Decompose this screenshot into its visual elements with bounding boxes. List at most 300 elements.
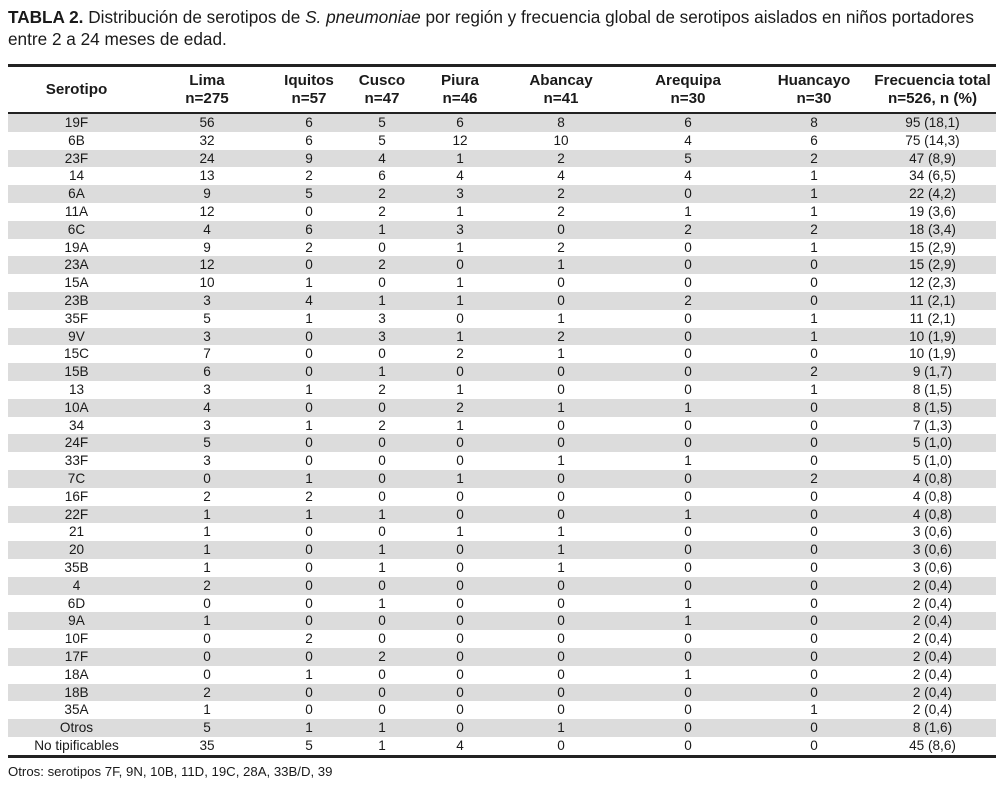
value-cell-lima: 0 [203, 470, 211, 486]
value-cell-piura: 12 [452, 132, 468, 148]
value-cell-iquitos: 0 [305, 542, 313, 558]
value-cell-abancay: 0 [557, 595, 565, 611]
value-cell-abancay: 0 [557, 737, 565, 753]
value-cell-iquitos: 0 [305, 702, 313, 718]
value-cell-cusco: 0 [378, 631, 386, 647]
value-cell-huancayo: 1 [810, 186, 818, 202]
value-cell-cusco: 0 [378, 453, 386, 469]
value-cell-cusco: 2 [378, 381, 386, 397]
value-cell-arequipa: 0 [684, 257, 692, 273]
serotype-cell: 23B [64, 292, 89, 308]
value-cell-iquitos: 9 [305, 150, 313, 166]
value-cell-huancayo: 0 [810, 613, 818, 629]
value-cell-abancay: 0 [557, 470, 565, 486]
value-cell-frecuencia-total: 5 (1,0) [912, 453, 953, 469]
value-cell-huancayo: 0 [810, 292, 818, 308]
table-row [8, 612, 996, 630]
value-cell-lima: 2 [203, 488, 211, 504]
value-cell-frecuencia-total: 8 (1,5) [912, 399, 953, 415]
value-cell-lima: 1 [203, 559, 211, 575]
column-header-title: Arequipa [655, 71, 721, 89]
value-cell-abancay: 4 [557, 168, 565, 184]
table-bottom-rule [8, 755, 996, 758]
value-cell-cusco: 1 [378, 542, 386, 558]
table-row [8, 719, 996, 737]
column-header-subtitle: n=275 [185, 89, 229, 107]
table-row [8, 506, 996, 524]
table-row [8, 488, 996, 506]
value-cell-arequipa: 0 [684, 702, 692, 718]
value-cell-lima: 1 [203, 613, 211, 629]
value-cell-lima: 35 [199, 737, 215, 753]
value-cell-iquitos: 1 [305, 417, 313, 433]
value-cell-huancayo: 0 [810, 506, 818, 522]
value-cell-iquitos: 0 [305, 399, 313, 415]
value-cell-arequipa: 0 [684, 346, 692, 362]
column-header-frecuencia-total [869, 72, 996, 108]
value-cell-lima: 24 [199, 150, 215, 166]
value-cell-cusco: 0 [378, 666, 386, 682]
table-row [8, 417, 996, 435]
table-header-row [8, 67, 996, 112]
value-cell-iquitos: 1 [305, 506, 313, 522]
column-header-serotipo [8, 81, 145, 99]
value-cell-arequipa: 0 [684, 631, 692, 647]
column-header-title: Frecuencia total [874, 71, 991, 89]
value-cell-piura: 0 [456, 542, 464, 558]
column-header-title: Iquitos [284, 71, 334, 89]
value-cell-iquitos: 6 [305, 221, 313, 237]
value-cell-abancay: 2 [557, 239, 565, 255]
value-cell-abancay: 10 [553, 132, 569, 148]
serotype-cell: 4 [72, 577, 81, 593]
value-cell-abancay: 1 [557, 346, 565, 362]
value-cell-huancayo: 0 [810, 737, 818, 753]
value-cell-iquitos: 0 [305, 435, 313, 451]
value-cell-lima: 9 [203, 239, 211, 255]
value-cell-lima: 6 [203, 364, 211, 380]
column-header-subtitle: n=30 [670, 89, 706, 107]
value-cell-huancayo: 6 [810, 132, 818, 148]
value-cell-abancay: 1 [557, 257, 565, 273]
value-cell-piura: 0 [456, 453, 464, 469]
value-cell-piura: 6 [456, 115, 464, 130]
value-cell-frecuencia-total: 3 (0,6) [912, 524, 953, 540]
value-cell-arequipa: 1 [684, 595, 692, 611]
value-cell-abancay: 2 [557, 328, 565, 344]
value-cell-piura: 1 [456, 203, 464, 219]
value-cell-iquitos: 1 [305, 275, 313, 291]
value-cell-arequipa: 0 [684, 417, 692, 433]
caption-species: S. pneumoniae [305, 7, 421, 27]
value-cell-arequipa: 0 [684, 381, 692, 397]
serotype-cell: 34 [68, 417, 85, 433]
value-cell-frecuencia-total: 22 (4,2) [909, 186, 956, 202]
value-cell-abancay: 0 [557, 648, 565, 664]
value-cell-cusco: 0 [378, 488, 386, 504]
value-cell-frecuencia-total: 4 (0,8) [912, 470, 953, 486]
table-row [8, 203, 996, 221]
serotype-cell: 15C [64, 346, 89, 362]
value-cell-frecuencia-total: 2 (0,4) [912, 666, 953, 682]
value-cell-piura: 0 [456, 559, 464, 575]
table-row [8, 684, 996, 702]
table-row [8, 256, 996, 274]
value-cell-piura: 3 [456, 186, 464, 202]
value-cell-piura: 0 [456, 595, 464, 611]
value-cell-huancayo: 1 [810, 203, 818, 219]
value-cell-iquitos: 0 [305, 364, 313, 380]
column-header-subtitle: n=526, n (%) [887, 89, 978, 107]
value-cell-iquitos: 0 [305, 257, 313, 273]
serotype-cell: 21 [68, 524, 85, 540]
table-footnote: Otros: serotipos 7F, 9N, 10B, 11D, 19C, 28A, 33B/D, 39 [8, 764, 333, 779]
value-cell-lima: 56 [199, 115, 215, 130]
value-cell-abancay: 1 [557, 310, 565, 326]
value-cell-iquitos: 0 [305, 613, 313, 629]
value-cell-iquitos: 0 [305, 577, 313, 593]
value-cell-piura: 0 [456, 577, 464, 593]
value-cell-huancayo: 0 [810, 435, 818, 451]
value-cell-arequipa: 0 [684, 684, 692, 700]
value-cell-huancayo: 2 [810, 364, 818, 380]
value-cell-lima: 1 [203, 506, 211, 522]
serotype-cell: 17F [64, 648, 89, 664]
value-cell-iquitos: 5 [305, 737, 313, 753]
value-cell-huancayo: 2 [810, 221, 818, 237]
value-cell-cusco: 0 [378, 470, 386, 486]
table-row [8, 523, 996, 541]
value-cell-huancayo: 1 [810, 168, 818, 184]
table-row [8, 221, 996, 239]
value-cell-lima: 3 [203, 453, 211, 469]
value-cell-iquitos: 0 [305, 453, 313, 469]
value-cell-arequipa: 0 [684, 435, 692, 451]
caption-label: TABLA 2. [8, 7, 84, 27]
value-cell-iquitos: 2 [305, 631, 313, 647]
column-header-piura [415, 72, 505, 108]
table-row [8, 701, 996, 719]
value-cell-lima: 32 [199, 132, 215, 148]
value-cell-cusco: 2 [378, 648, 386, 664]
value-cell-arequipa: 0 [684, 648, 692, 664]
value-cell-cusco: 2 [378, 203, 386, 219]
serotype-cell: 24F [64, 435, 89, 451]
value-cell-abancay: 2 [557, 186, 565, 202]
value-cell-frecuencia-total: 3 (0,6) [912, 559, 953, 575]
table-row [8, 167, 996, 185]
value-cell-frecuencia-total: 45 (8,6) [909, 737, 956, 753]
value-cell-lima: 0 [203, 648, 211, 664]
value-cell-frecuencia-total: 2 (0,4) [912, 702, 953, 718]
table-row [8, 666, 996, 684]
value-cell-piura: 4 [456, 168, 464, 184]
serotype-cell: 15A [64, 275, 89, 291]
value-cell-huancayo: 0 [810, 275, 818, 291]
value-cell-frecuencia-total: 11 (2,1) [909, 310, 956, 326]
value-cell-iquitos: 0 [305, 203, 313, 219]
value-cell-abancay: 0 [557, 666, 565, 682]
column-header-subtitle: n=46 [442, 89, 478, 107]
value-cell-frecuencia-total: 75 (14,3) [905, 132, 960, 148]
value-cell-lima: 7 [203, 346, 211, 362]
value-cell-cusco: 2 [378, 417, 386, 433]
value-cell-arequipa: 2 [684, 221, 692, 237]
value-cell-iquitos: 2 [305, 239, 313, 255]
value-cell-abancay: 0 [557, 381, 565, 397]
value-cell-piura: 0 [456, 435, 464, 451]
value-cell-frecuencia-total: 18 (3,4) [909, 221, 956, 237]
value-cell-piura: 0 [456, 648, 464, 664]
value-cell-huancayo: 0 [810, 346, 818, 362]
value-cell-piura: 0 [456, 631, 464, 647]
value-cell-cusco: 4 [378, 150, 386, 166]
value-cell-lima: 5 [203, 310, 211, 326]
value-cell-frecuencia-total: 10 (1,9) [909, 328, 956, 344]
value-cell-arequipa: 0 [684, 737, 692, 753]
value-cell-piura: 0 [456, 364, 464, 380]
value-cell-piura: 0 [456, 310, 464, 326]
serotype-cell: 10A [64, 399, 89, 415]
value-cell-piura: 0 [456, 613, 464, 629]
value-cell-iquitos: 0 [305, 559, 313, 575]
value-cell-lima: 0 [203, 666, 211, 682]
value-cell-iquitos: 0 [305, 346, 313, 362]
value-cell-frecuencia-total: 3 (0,6) [912, 542, 953, 558]
value-cell-iquitos: 0 [305, 648, 313, 664]
value-cell-piura: 1 [456, 239, 464, 255]
value-cell-frecuencia-total: 12 (2,3) [909, 275, 956, 291]
column-header-cusco [349, 72, 415, 108]
column-header-title: Serotipo [45, 80, 108, 98]
value-cell-arequipa: 5 [684, 150, 692, 166]
value-cell-lima: 3 [203, 381, 211, 397]
value-cell-arequipa: 4 [684, 168, 692, 184]
table-row [8, 648, 996, 666]
value-cell-cusco: 2 [378, 186, 386, 202]
caption-text-before: Distribución de serotipos de [83, 7, 306, 27]
value-cell-iquitos: 4 [305, 292, 313, 308]
value-cell-iquitos: 0 [305, 524, 313, 540]
serotype-cell: No tipificables [34, 737, 119, 753]
value-cell-piura: 3 [456, 221, 464, 237]
value-cell-cusco: 0 [378, 435, 386, 451]
serotype-cell: 10F [64, 631, 89, 647]
value-cell-cusco: 0 [378, 577, 386, 593]
value-cell-cusco: 0 [378, 702, 386, 718]
value-cell-arequipa: 0 [684, 720, 692, 736]
value-cell-piura: 2 [456, 346, 464, 362]
value-cell-arequipa: 4 [684, 132, 692, 148]
serotype-cell: 7C [67, 470, 86, 486]
value-cell-piura: 0 [456, 666, 464, 682]
value-cell-lima: 3 [203, 328, 211, 344]
value-cell-piura: 0 [456, 257, 464, 273]
value-cell-lima: 5 [203, 720, 211, 736]
value-cell-frecuencia-total: 9 (1,7) [912, 364, 953, 380]
serotype-cell: 16F [64, 488, 89, 504]
value-cell-abancay: 0 [557, 577, 565, 593]
value-cell-arequipa: 6 [684, 115, 692, 130]
value-cell-iquitos: 0 [305, 328, 313, 344]
value-cell-abancay: 1 [557, 720, 565, 736]
table-row [8, 595, 996, 613]
value-cell-cusco: 1 [378, 737, 386, 753]
value-cell-abancay: 1 [557, 399, 565, 415]
value-cell-huancayo: 0 [810, 684, 818, 700]
value-cell-abancay: 0 [557, 684, 565, 700]
serotype-cell: Otros [59, 720, 94, 736]
value-cell-abancay: 0 [557, 417, 565, 433]
value-cell-abancay: 0 [557, 292, 565, 308]
value-cell-abancay: 0 [557, 364, 565, 380]
value-cell-arequipa: 0 [684, 364, 692, 380]
value-cell-cusco: 6 [378, 168, 386, 184]
table-row [8, 345, 996, 363]
serotype-cell: 23F [64, 150, 89, 166]
table-row [8, 399, 996, 417]
value-cell-lima: 1 [203, 702, 211, 718]
value-cell-lima: 0 [203, 595, 211, 611]
table-row [8, 292, 996, 310]
table-row [8, 452, 996, 470]
value-cell-frecuencia-total: 2 (0,4) [912, 631, 953, 647]
serotype-cell: 20 [68, 542, 85, 558]
column-header-title: Huancayo [777, 71, 851, 89]
table-row [8, 434, 996, 452]
table-caption [8, 6, 998, 50]
value-cell-huancayo: 0 [810, 524, 818, 540]
table-row [8, 132, 996, 150]
value-cell-huancayo: 0 [810, 542, 818, 558]
value-cell-piura: 4 [456, 737, 464, 753]
value-cell-arequipa: 0 [684, 542, 692, 558]
value-cell-huancayo: 0 [810, 488, 818, 504]
value-cell-cusco: 5 [378, 132, 386, 148]
value-cell-cusco: 3 [378, 328, 386, 344]
value-cell-cusco: 0 [378, 275, 386, 291]
value-cell-abancay: 0 [557, 506, 565, 522]
value-cell-lima: 9 [203, 186, 211, 202]
value-cell-lima: 4 [203, 399, 211, 415]
value-cell-huancayo: 0 [810, 648, 818, 664]
table-row [8, 363, 996, 381]
value-cell-piura: 1 [456, 275, 464, 291]
column-header-iquitos [269, 72, 349, 108]
value-cell-abancay: 0 [557, 488, 565, 504]
value-cell-lima: 12 [199, 203, 215, 219]
value-cell-arequipa: 0 [684, 275, 692, 291]
value-cell-arequipa: 0 [684, 186, 692, 202]
value-cell-abancay: 1 [557, 524, 565, 540]
value-cell-arequipa: 0 [684, 488, 692, 504]
table-body [8, 114, 996, 755]
value-cell-frecuencia-total: 11 (2,1) [909, 292, 956, 308]
value-cell-iquitos: 1 [305, 381, 313, 397]
serotype-cell: 9V [68, 328, 85, 344]
table-row [8, 577, 996, 595]
serotype-cell: 15B [64, 364, 89, 380]
value-cell-frecuencia-total: 15 (2,9) [909, 257, 956, 273]
value-cell-piura: 1 [456, 417, 464, 433]
serotype-cell: 9A [68, 613, 85, 629]
value-cell-arequipa: 0 [684, 310, 692, 326]
serotype-table [8, 64, 996, 758]
value-cell-abancay: 2 [557, 203, 565, 219]
value-cell-frecuencia-total: 5 (1,0) [912, 435, 953, 451]
value-cell-iquitos: 2 [305, 488, 313, 504]
column-header-subtitle: n=41 [543, 89, 579, 107]
table-row [8, 310, 996, 328]
serotype-cell: 35F [64, 310, 89, 326]
value-cell-cusco: 0 [378, 346, 386, 362]
value-cell-frecuencia-total: 95 (18,1) [905, 115, 960, 130]
serotype-cell: 14 [68, 168, 85, 184]
value-cell-arequipa: 0 [684, 328, 692, 344]
table-row [8, 114, 996, 132]
value-cell-frecuencia-total: 47 (8,9) [909, 150, 956, 166]
value-cell-huancayo: 0 [810, 631, 818, 647]
column-header-huancayo [759, 72, 869, 108]
value-cell-arequipa: 0 [684, 470, 692, 486]
serotype-cell: 11A [64, 203, 89, 219]
value-cell-piura: 0 [456, 488, 464, 504]
value-cell-iquitos: 6 [305, 132, 313, 148]
table-row [8, 239, 996, 257]
value-cell-piura: 1 [456, 292, 464, 308]
value-cell-arequipa: 0 [684, 524, 692, 540]
table-row [8, 630, 996, 648]
value-cell-lima: 13 [199, 168, 215, 184]
value-cell-arequipa: 0 [684, 577, 692, 593]
value-cell-piura: 0 [456, 720, 464, 736]
value-cell-cusco: 1 [378, 595, 386, 611]
value-cell-lima: 3 [203, 292, 211, 308]
value-cell-iquitos: 1 [305, 666, 313, 682]
value-cell-frecuencia-total: 4 (0,8) [912, 506, 953, 522]
value-cell-huancayo: 0 [810, 399, 818, 415]
value-cell-frecuencia-total: 19 (3,6) [909, 203, 956, 219]
column-header-title: Cusco [358, 71, 406, 89]
value-cell-abancay: 0 [557, 702, 565, 718]
value-cell-arequipa: 1 [684, 203, 692, 219]
value-cell-piura: 2 [456, 399, 464, 415]
column-header-title: Lima [189, 71, 225, 89]
table-row [8, 150, 996, 168]
value-cell-piura: 1 [456, 524, 464, 540]
value-cell-piura: 0 [456, 506, 464, 522]
value-cell-huancayo: 1 [810, 239, 818, 255]
value-cell-huancayo: 0 [810, 577, 818, 593]
value-cell-cusco: 1 [378, 720, 386, 736]
value-cell-cusco: 1 [378, 364, 386, 380]
serotype-cell: 6B [68, 132, 85, 148]
value-cell-piura: 1 [456, 381, 464, 397]
value-cell-abancay: 0 [557, 613, 565, 629]
value-cell-cusco: 3 [378, 310, 386, 326]
value-cell-frecuencia-total: 2 (0,4) [912, 648, 953, 664]
column-header-title: Piura [441, 71, 479, 89]
value-cell-frecuencia-total: 2 (0,4) [912, 595, 953, 611]
value-cell-arequipa: 0 [684, 559, 692, 575]
value-cell-cusco: 1 [378, 292, 386, 308]
value-cell-lima: 4 [203, 221, 211, 237]
value-cell-iquitos: 0 [305, 684, 313, 700]
table-row [8, 274, 996, 292]
value-cell-huancayo: 0 [810, 720, 818, 736]
value-cell-iquitos: 0 [305, 595, 313, 611]
value-cell-lima: 1 [203, 524, 211, 540]
